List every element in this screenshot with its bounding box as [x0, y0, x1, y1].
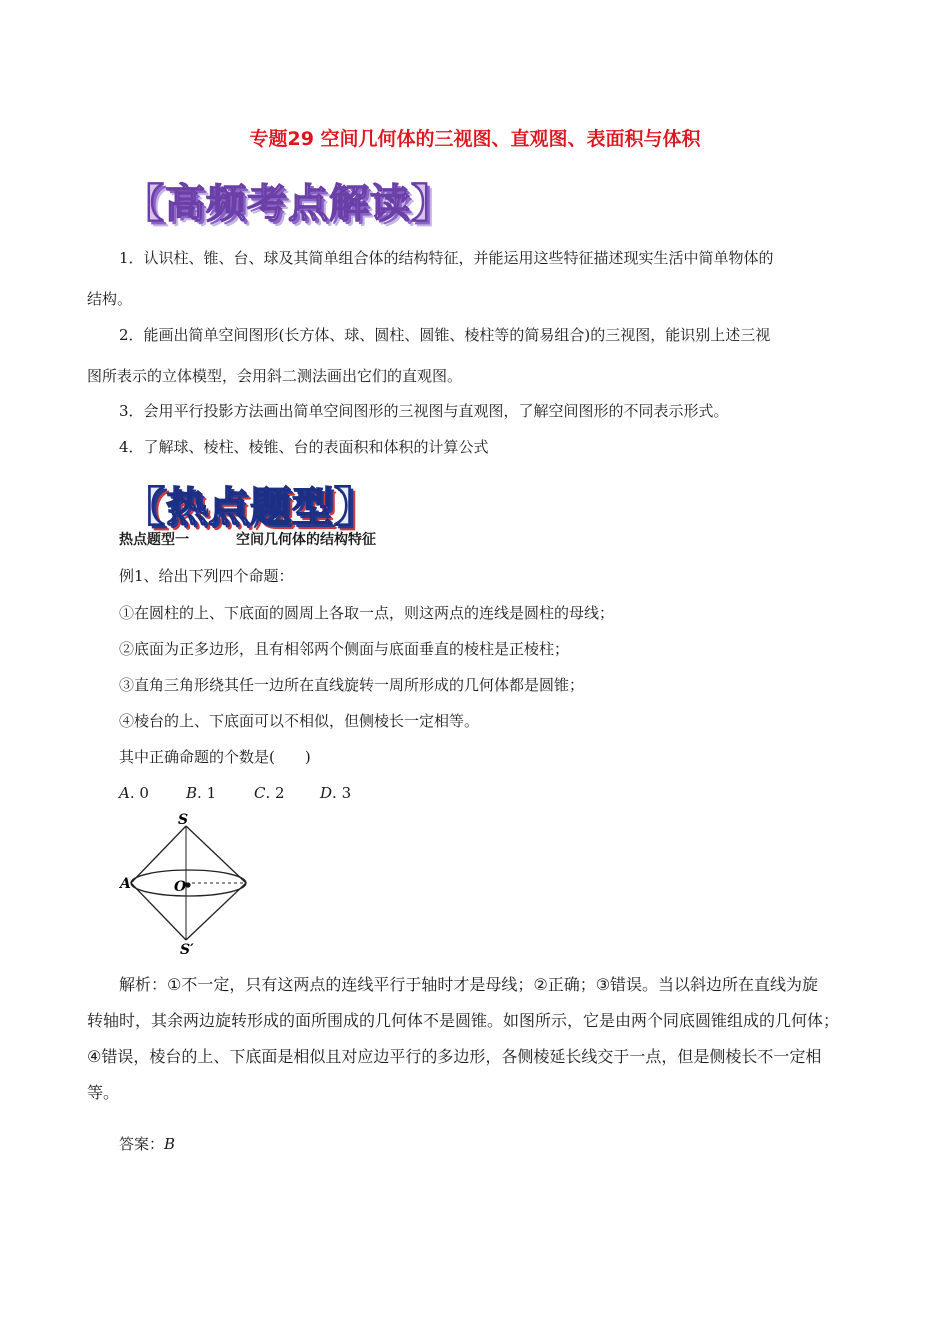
objective-line-6: 4．了解球、棱柱、棱锥、台的表面积和体积的计算公式 — [119, 438, 489, 456]
answer-label: 答案： — [119, 1135, 165, 1153]
answer-choices — [119, 783, 351, 803]
choice-a: A. 0 — [119, 784, 149, 802]
section-topic: 空间几何体的结构特征 — [236, 532, 376, 548]
objective-line-2: 结构。 — [87, 290, 133, 308]
objective-line-4: 图所表示的立体模型，会用斜二测法画出它们的直观图。 — [87, 367, 463, 385]
solution-line-3: ④错误，棱台的上、下底面是相似且对应边平行的多边形，各侧棱延长线交于一点，但是侧棱长不一定相 — [87, 1047, 822, 1066]
page-title: 专题29 空间几何体的三视图、直观图、表面积与体积 — [249, 128, 701, 150]
statement-4: ④棱台的上、下底面可以不相似，但侧棱长一定相等。 — [119, 712, 480, 730]
label-a: A — [120, 876, 131, 892]
statement-1: ①在圆柱的上、下底面的圆周上各取一点，则这两点的连线是圆柱的母线； — [119, 604, 615, 622]
banner-key-points: 【高频考点解读】 — [124, 181, 452, 227]
label-o: O — [174, 879, 187, 895]
example-intro: 例1、给出下列四个命题： — [119, 567, 294, 585]
cone-edge-top-left — [131, 826, 186, 883]
solution-line-1: 解析：①不一定，只有这两点的连线平行于轴时才是母线；②正确；③错误。当以斜边所在直线为旋 — [119, 975, 819, 994]
objective-line-3: 2．能画出简单空间图形(长方体、球、圆柱、圆锥、棱柱等的简易组合)的三视图，能识别上述三视 — [119, 326, 771, 344]
cone-edge-top-right — [186, 826, 246, 883]
solution-line-4: 等。 — [87, 1083, 120, 1102]
banner-hot-topics: 【热点题型】 — [124, 483, 376, 531]
label-s-prime: S′ — [180, 942, 194, 958]
statement-3: ③直角三角形绕其任一边所在直线旋转一周所形成的几何体都是圆锥； — [119, 676, 585, 694]
objective-line-5: 3．会用平行投影方法画出简单空间图形的三视图与直观图，了解空间图形的不同表示形式。 — [119, 402, 729, 420]
statement-2: ②底面为正多边形，且有相邻两个侧面与底面垂直的棱柱是正棱柱； — [119, 640, 570, 658]
objective-line-1: 1．认识柱、锥、台、球及其简单组合体的结构特征，并能运用这些特征描述现实生活中简单物体的 — [119, 249, 774, 267]
choice-c: C. 2 — [254, 784, 285, 802]
label-s: S — [178, 812, 189, 828]
choice-b: B. 1 — [186, 784, 217, 802]
answer-value: B — [164, 1135, 176, 1153]
question-text: 其中正确命题的个数是( ) — [119, 748, 311, 766]
answer-line — [119, 1134, 175, 1154]
section-label: 热点题型一 — [119, 532, 189, 548]
cone-edge-bottom-right — [186, 883, 246, 940]
double-cone-figure — [110, 810, 260, 960]
choice-d: D. 3 — [320, 784, 352, 802]
solution-line-2: 转轴时，其余两边旋转形成的面所围成的几何体不是圆锥。如图所示，它是由两个同底圆锥组成的几何体； — [87, 1011, 840, 1030]
